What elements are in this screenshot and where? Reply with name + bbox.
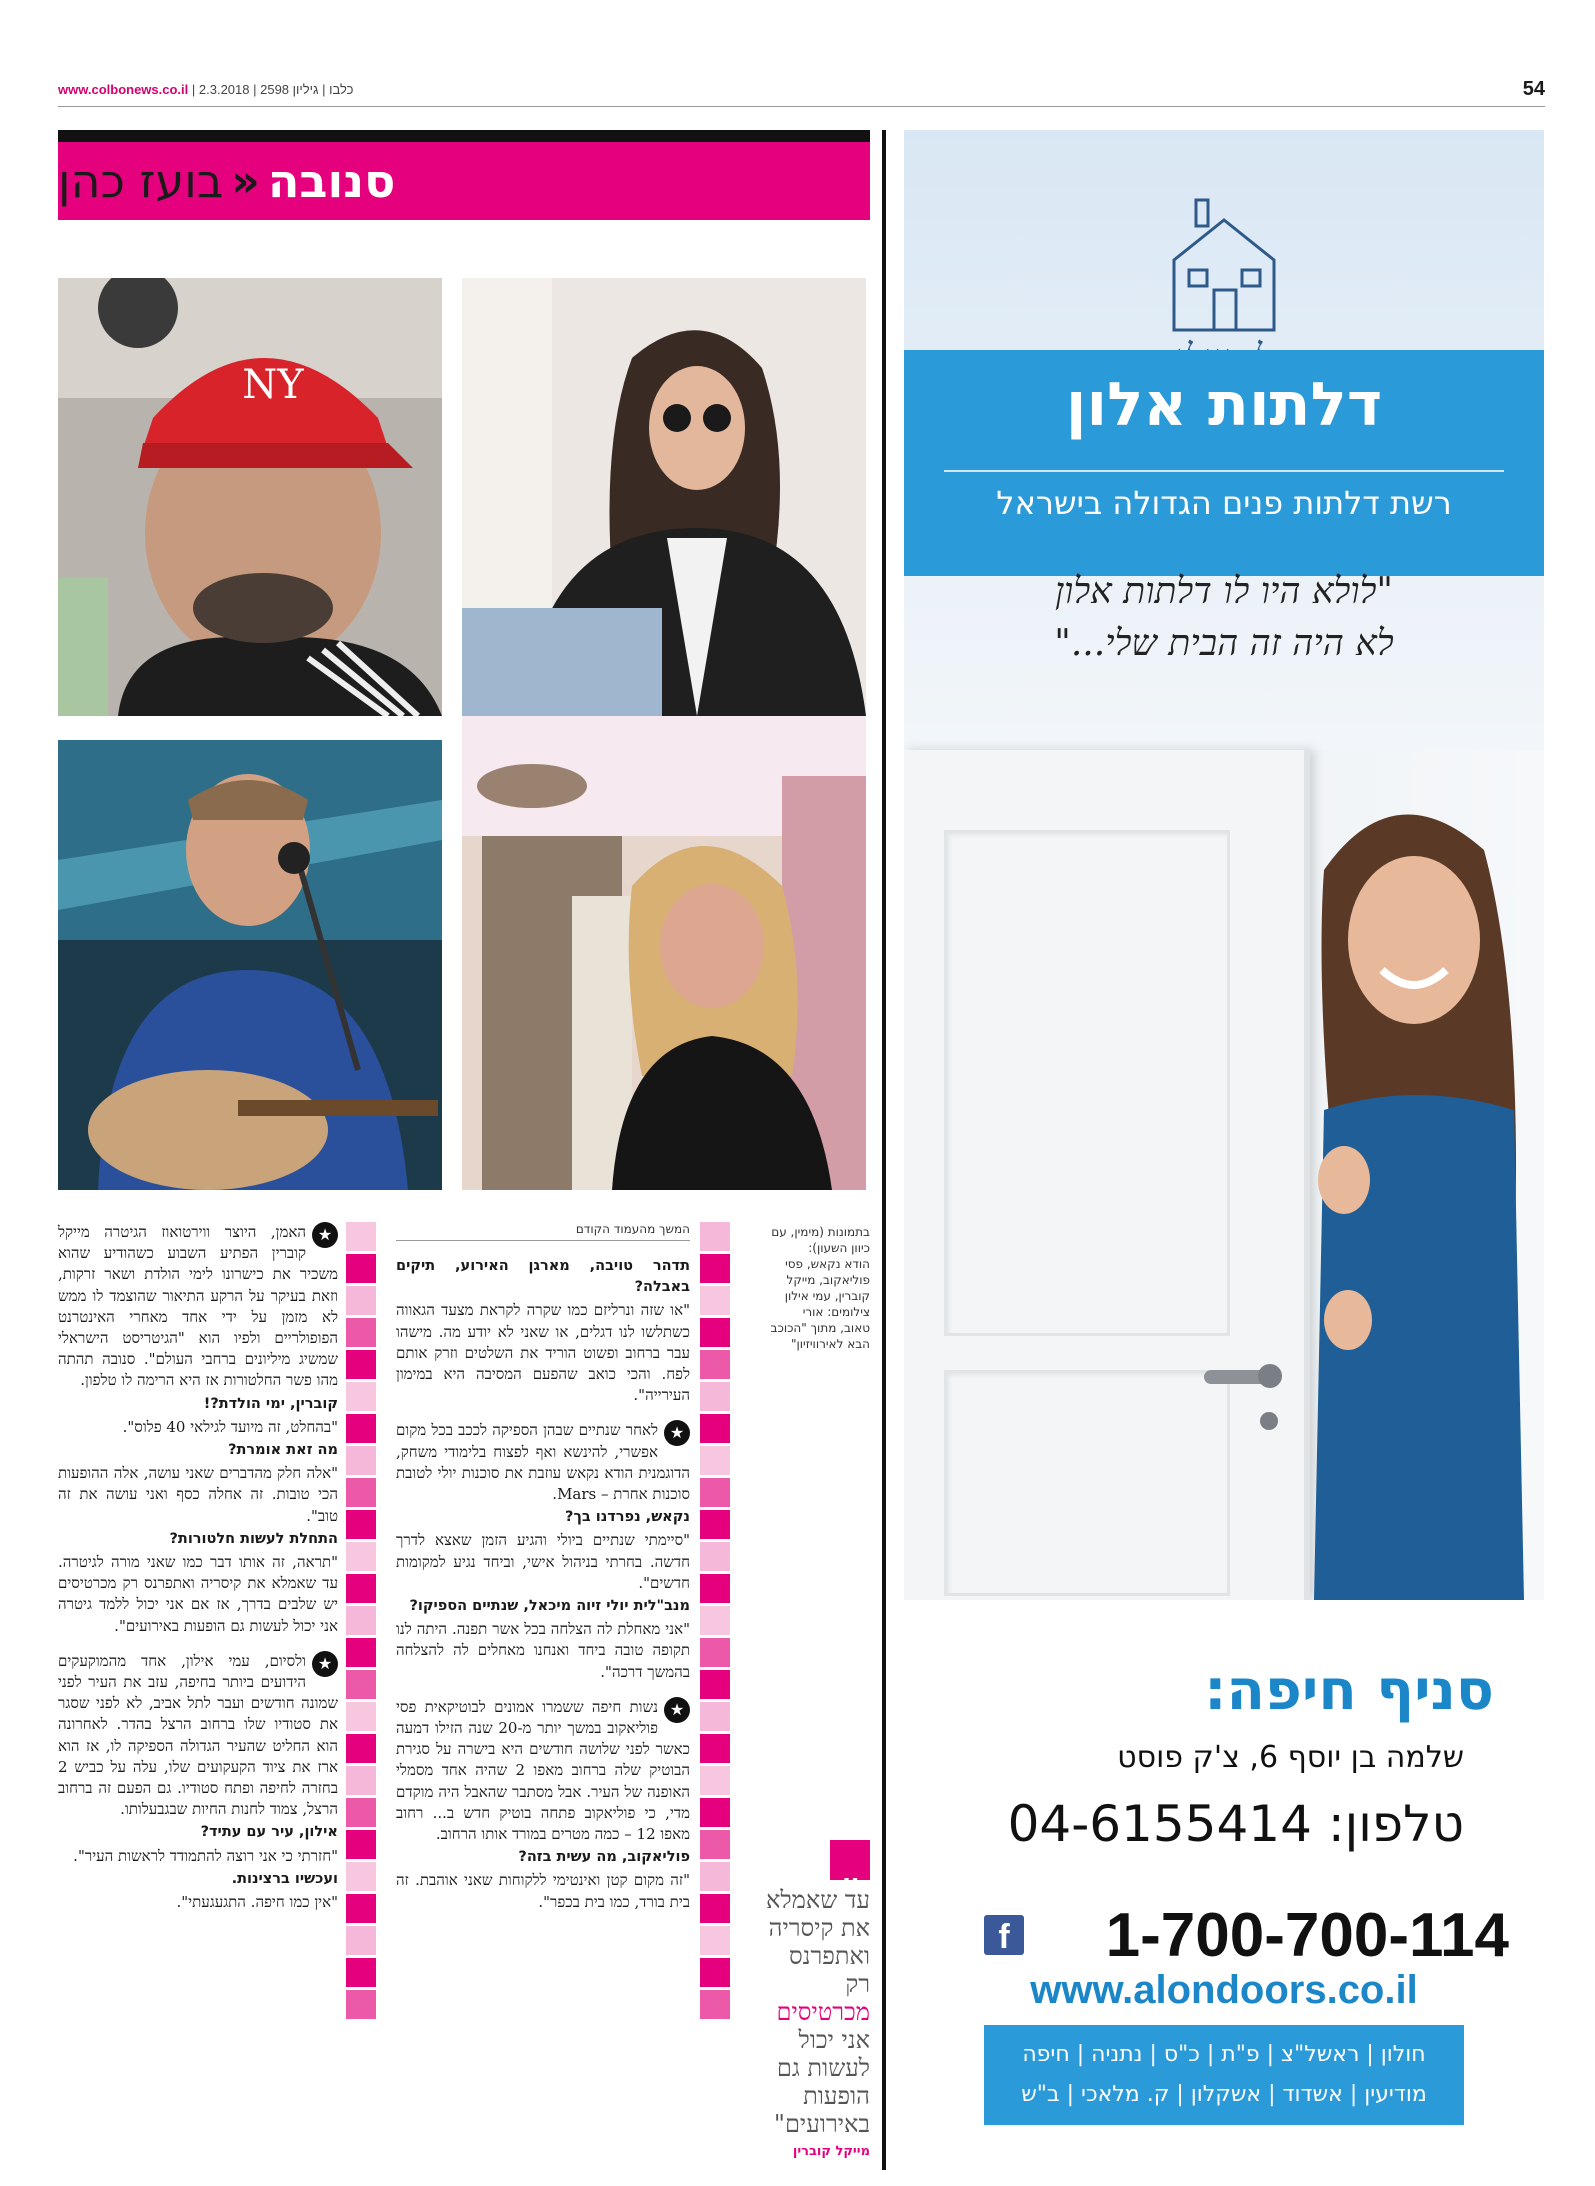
body-paragraph: "או שזה ונרליזם כמו שקרה לקראת מצעד הגאווה כשתלשו לנו דגלים, או שאני לא יודע מה. מישהו עבר ברחוב ופשוט הוריד את השלטים וזרק אותם לפח. והכי כואב שהפעם המסיבה היא במימון העירייה". [396, 1301, 690, 1405]
question-line: ועכשיו ברצינות. [231, 1870, 338, 1887]
caption-line: טאוב, מתוך "הכוכב [770, 1321, 870, 1335]
ad-phone-line[interactable]: טלפון: 04-6155414 [1007, 1795, 1464, 1853]
question-line: מה זאת אומרת? [228, 1442, 338, 1459]
body-paragraph: "אלה חלק מהדברים שאני עושה, אלה ההופעות הכי טובות. זה אחלה כסף ואני עושה את זה טוב". [58, 1464, 338, 1525]
ad-script-line-1: "לולא היו לו דלתות אלון [1055, 571, 1393, 612]
singer-guitar-photo [58, 740, 442, 1190]
door-rosette-icon [1258, 1364, 1282, 1388]
column-divider [882, 130, 886, 2170]
door-illustration [904, 750, 1310, 1600]
woman-sunglasses-photo [462, 278, 866, 716]
door-lock-icon [1260, 1412, 1278, 1430]
star-paragraph [58, 1222, 338, 1392]
pull-quote-line: לעשות גם [776, 2054, 870, 2082]
star-icon: ★ [664, 1420, 690, 1446]
ad-script-line-2: לא היה זה הבית שלי..." [1054, 623, 1394, 664]
quote-mark-icon: „ [830, 1840, 870, 1880]
question-line: התחלת לעשות חלטורות? [169, 1530, 338, 1547]
star-icon: ★ [312, 1222, 338, 1248]
body-text: ולסיום, עמי אילון, אחד מהמוקעקים הידועים ביותר בחיפה, עזב את העיר לפני שמונה חודשים ועבר לתל אביב, לא לפני שסגר את סטודיו שלו ברחוב הרצל בהדר. לאחרונה הוא החליט שהעיר הגדולה הספיקה לו, אז הוא ארז את ציוד הקעקועים שלו, עלה על כביש 2 בחזרה לחיפה ופתח סטודיו. גם הפעם זה ברחוב הרצל, צמוד לחנות החיות שבגבעלותו. [58, 1651, 338, 1819]
body-paragraph: "בהחלט, זה מיועד לגילאי 40 פלוס". [122, 1417, 338, 1436]
pull-quote-line: הופעות [803, 2082, 870, 2110]
pull-quote-line: באירועים" [773, 2110, 870, 2138]
star-paragraph [396, 1697, 690, 1845]
caption-line: כיוון השעון): [808, 1241, 870, 1255]
pull-quote-line: את קיסריה [768, 1914, 870, 1942]
ad-website-link[interactable]: www.alondoors.co.il [1030, 1968, 1418, 2012]
caption-line: קוברין, עמי אילון [784, 1289, 870, 1303]
caption-line: הבא לאירוויזיון" [790, 1337, 870, 1351]
pull-quote-attribution: מייקל קוברין [792, 2144, 870, 2159]
ad-door-scene [904, 750, 1544, 1600]
author-name: בועז כהן [58, 154, 224, 208]
woman-boutique-photo [462, 716, 866, 1190]
ad-tagline: רשת דלתות פנים הגדולה בישראל [944, 470, 1504, 522]
ad-branch-title: סניף חיפה: [1204, 1658, 1494, 1723]
body-paragraph: "תראה, זה אותו דבר כמו שאני מורה לגיטרה. עד שאמלא את קיסריה ואתפרנס רק מכרטיסים יש שלבים בדרך, אז אם אני יכול ללמד גיטרה אני יכול לעשות גם הופעות באירועים". [58, 1553, 338, 1635]
folio-issue: | כלבו | גיליון 2598 | 2.3.2018 [191, 82, 354, 97]
body-paragraph: "סיימתי שנתיים ביולי והגיע הזמן שאצא לדרך חדשה. בחרתי בניהול אישי, וביחד נגיע למקומות חדשים". [396, 1531, 690, 1592]
right-column [58, 1222, 338, 1915]
top-rule [58, 106, 1545, 107]
star-paragraph [58, 1651, 338, 1821]
svg-text:NY: NY [242, 362, 304, 408]
photo-captions [742, 1224, 870, 1352]
pull-quote-line: ואתפרנס [789, 1942, 870, 1970]
ad-branches-line: חולון | ראשל"צ | פ"ת | כ"ס | נתניה | חיפה [1022, 2042, 1426, 2067]
continued-label: המשך מהעמוד הקודם [396, 1222, 690, 1241]
caption-line: פוליאקוב, מייקל [786, 1273, 870, 1287]
body-paragraph: "חזרתי כי אני רוצה להתמודד לראשות העיר". [73, 1846, 338, 1865]
folio-site[interactable]: www.colbonews.co.il [58, 82, 189, 97]
question-line: קוברין, ימי הולדת?! [203, 1395, 338, 1412]
question-line: נקאש, נפרדנו בך? [565, 1509, 690, 1526]
header-arrows-icon: « [231, 155, 260, 207]
smiling-woman-photo [1284, 750, 1544, 1600]
star-icon: ★ [664, 1697, 690, 1723]
ad-branches-box [984, 2025, 1464, 2125]
house-sketch-icon [1084, 190, 1364, 340]
pull-quote-line: עד שאמלא [765, 1886, 870, 1914]
page-number: 54 [1522, 78, 1545, 100]
question-line: מנב"לית יולי זיוה מיכאל, שנתיים הספיקו? [409, 1598, 690, 1615]
body-paragraph: "אין כמו חיפה. התגעגעתי". [176, 1893, 338, 1912]
header-dark-bar [58, 130, 870, 142]
pull-quote-line: רק [845, 1970, 870, 1998]
section-title: סנובה [267, 154, 396, 208]
body-text: נשות חיפה ששמרו אמונים לבוטיקאית פסי פוליאקוב במשך יותר מ-20 שנה הזילו דמעה כאשר לפני שלושה חודשים היא בישרה על סגירת הבוטיק שלה ברחוב מאפו 2 שהיה אחד מסמלי האופנה של העיר. אבל מסתבר שהאבל היה מוקדם מדי, כי פוליאקוב פתחה בוטיק חדש ב... רחוב מאפו 12 – כמה מטרים במורד אותו הרחוב. [396, 1697, 690, 1844]
ad-brand-name: דלתות אלון [1065, 370, 1383, 440]
ad-national-phone[interactable]: 1-700-700-114 [1105, 1901, 1509, 1970]
question-line: פוליאקוב, מה עשית בזה? [518, 1849, 690, 1866]
alon-doors-ad[interactable] [904, 130, 1544, 2170]
body-paragraph: "זה מקום קטן ואינטימי ללקוחות שאני אוהבת. זה בית בורד, כמו בית בכפר". [396, 1871, 690, 1911]
body-text: לאחר שנתיים שבהן הספיקה לככב בכל מקום אפשרי, להינשא ואף לפצוח בלימודי משחק, הדוגמנית הודא נקאש עוזבת את סוכנות יולי לטובת סוכנות אחרת – Mars. [396, 1421, 690, 1504]
column-header [58, 142, 870, 220]
pull-quote-line: מכרטיסים [776, 1998, 870, 2026]
caption-line: בתמונות (מימין, עם [771, 1225, 870, 1239]
body-paragraph: "אני מאחלת לה הצלחה בכל אשר תפנה. היתה לנו תקופה טובה ביחד ואנחנו מאחלים לה להצלחה בהמשך דרכה". [396, 1620, 690, 1681]
body-text: האמן, היוצר ווירטואוז הגיטרה מייקל קוברין הפתיע השבוע כשהודיע שהוא משכיר את כישרונו לימי הולדת ושאר זרקות, וזאת בעיקר על הרקע התיאור שהוצמד לו ממש לא מזמן על ידי אחד מאחרי האינטרנט הפופולריים ולפיו הוא "הגיטריסט הישראלי שמשיג מיליונים ברחבי העולם". סנובה תהתה מהו פשר החלטורות אז היא הרימה לו טלפון. [58, 1223, 338, 1390]
folio-line [58, 82, 353, 97]
ad-branches-line: מודיעין | אשדוד | אשקלון | ק. מלאכי | ב"ש [1021, 2082, 1427, 2107]
star-icon: ★ [312, 1651, 338, 1677]
question-line: אילון, עיר עם עתיד? [200, 1824, 338, 1841]
facebook-icon[interactable]: f [984, 1915, 1024, 1955]
pull-quote-line: אני יכול [798, 2026, 870, 2054]
caption-line: צילומים: אורי [802, 1305, 870, 1319]
magenta-strip-left [700, 1222, 730, 2022]
question-line: תדהר טויבה, מארגן האירוע, תיקים באבלה? [396, 1258, 690, 1296]
magenta-strip-right [346, 1222, 376, 2022]
pull-quote [742, 1840, 870, 2159]
ad-address: שלמה בן יוסף 6, צ'ק פוסט [1117, 1740, 1464, 1775]
man-red-cap-photo [58, 278, 442, 716]
caption-line: הודא נקאש, פסי [785, 1257, 870, 1271]
middle-column [396, 1256, 690, 1915]
star-paragraph [396, 1420, 690, 1505]
